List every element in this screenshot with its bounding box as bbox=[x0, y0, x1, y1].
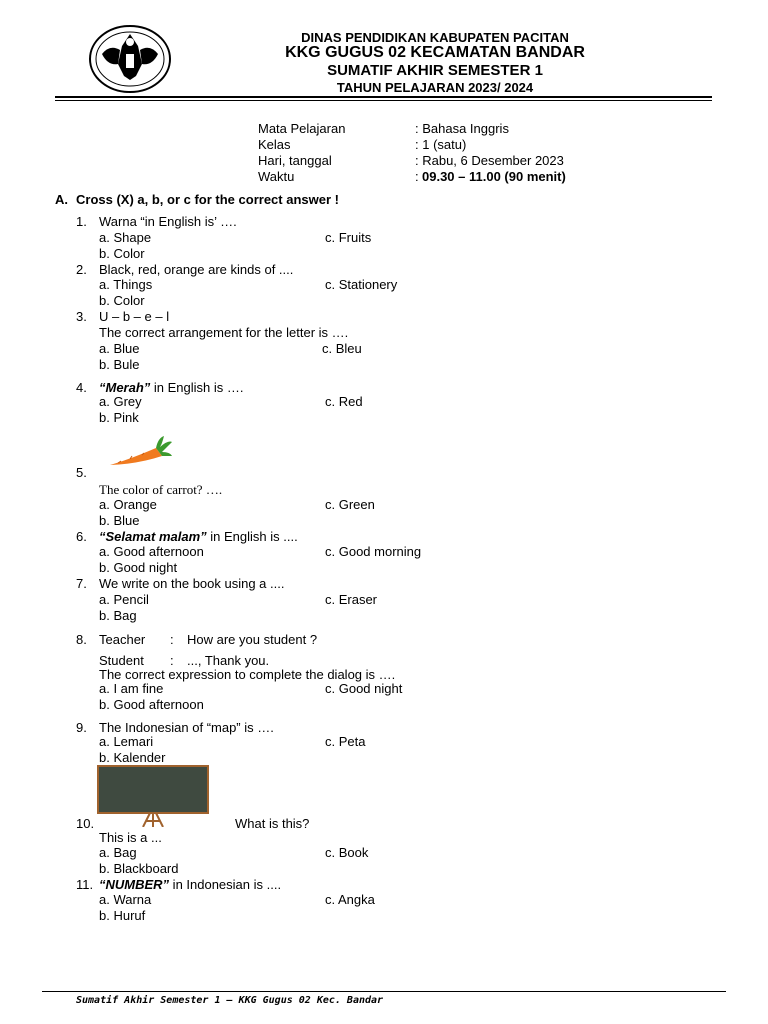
info-date-value: : Rabu, 6 Desember 2023 bbox=[415, 153, 564, 168]
option-a[interactable]: a. Warna bbox=[99, 892, 152, 907]
question-number: 7. bbox=[76, 576, 87, 591]
option-a[interactable]: a. Bag bbox=[99, 845, 137, 860]
footer-rule bbox=[42, 991, 726, 992]
question-text: We write on the book using a .... bbox=[99, 576, 285, 591]
option-b[interactable]: b. Good afternoon bbox=[99, 697, 204, 712]
dialog-teacher-text: How are you student ? bbox=[187, 632, 318, 647]
question-number: 6. bbox=[76, 529, 87, 544]
option-b[interactable]: b. Blackboard bbox=[99, 861, 179, 876]
option-c[interactable]: c. Angka bbox=[325, 892, 375, 907]
info-time-colon: : bbox=[415, 169, 419, 184]
question-text: What is this? bbox=[235, 816, 310, 831]
question-number: 3. bbox=[76, 309, 87, 324]
header-rule-thin bbox=[55, 100, 712, 101]
question-number: 1. bbox=[76, 214, 87, 229]
info-subject-value: : Bahasa Inggris bbox=[415, 121, 509, 136]
option-b[interactable]: b. Color bbox=[99, 246, 145, 261]
option-a[interactable]: a. Shape bbox=[99, 230, 152, 245]
question-text: Black, red, orange are kinds of .... bbox=[99, 262, 294, 277]
option-b[interactable]: b. Good night bbox=[99, 560, 178, 575]
info-class-label: Kelas bbox=[258, 137, 291, 152]
header-group: KKG GUGUS 02 KECAMATAN BANDAR bbox=[285, 44, 585, 61]
option-b[interactable]: b. Pink bbox=[99, 410, 139, 425]
option-c[interactable]: c. Good night bbox=[325, 681, 403, 696]
question-text-rest: in English is .... bbox=[206, 529, 298, 544]
question-number: 10. bbox=[76, 816, 95, 831]
header-rule bbox=[55, 96, 712, 98]
option-b[interactable]: b. Bag bbox=[99, 608, 137, 623]
dialog-student-text: ..., Thank you. bbox=[187, 653, 270, 668]
option-b[interactable]: b. Huruf bbox=[99, 908, 146, 923]
school-logo bbox=[88, 24, 172, 94]
option-c[interactable]: c. Eraser bbox=[325, 592, 378, 607]
question-subtext: This is a ... bbox=[99, 830, 162, 845]
question-text: Warna “in English is’ …. bbox=[99, 214, 237, 229]
question-number: 4. bbox=[76, 380, 87, 395]
option-c[interactable]: c. Bleu bbox=[322, 341, 362, 356]
option-a[interactable]: a. Grey bbox=[99, 394, 142, 409]
blackboard-image bbox=[97, 765, 209, 827]
dialog-student-colon: : bbox=[170, 653, 174, 668]
question-number: 8. bbox=[76, 632, 87, 647]
section-instruction: Cross (X) a, b, or c for the correct answer ! bbox=[76, 192, 339, 207]
option-a[interactable]: a. Lemari bbox=[99, 734, 154, 749]
header-agency: DINAS PENDIDIKAN KABUPATEN PACITAN bbox=[301, 30, 569, 45]
question-text bbox=[99, 529, 298, 545]
question-keyword: “NUMBER” bbox=[99, 877, 170, 892]
option-c[interactable]: c. Peta bbox=[325, 734, 366, 749]
question-text: U – b – e – l bbox=[99, 309, 170, 324]
option-a[interactable]: a. Good afternoon bbox=[99, 544, 204, 559]
option-a[interactable]: a. Orange bbox=[99, 497, 157, 512]
question-text bbox=[99, 877, 281, 893]
option-b[interactable]: b. Blue bbox=[99, 513, 140, 528]
option-c[interactable]: c. Green bbox=[325, 497, 375, 512]
dialog-teacher-colon: : bbox=[170, 632, 174, 647]
option-c[interactable]: c. Fruits bbox=[325, 230, 372, 245]
option-a[interactable]: a. Blue bbox=[99, 341, 140, 356]
question-text-rest: in English is …. bbox=[150, 380, 244, 395]
info-subject-label: Mata Pelajaran bbox=[258, 121, 346, 136]
info-date-label: Hari, tanggal bbox=[258, 153, 332, 168]
dialog-student-label: Student bbox=[99, 653, 144, 668]
info-class-value: : 1 (satu) bbox=[415, 137, 467, 152]
option-b[interactable]: b. Kalender bbox=[99, 750, 166, 765]
question-keyword: “Selamat malam” bbox=[99, 529, 207, 544]
option-c[interactable]: c. Stationery bbox=[325, 277, 398, 292]
section-letter: A. bbox=[55, 192, 68, 207]
info-time-value: 09.30 – 11.00 (90 menit) bbox=[422, 169, 566, 184]
question-number: 9. bbox=[76, 720, 87, 735]
question-text: The color of carrot? …. bbox=[99, 482, 223, 497]
option-c[interactable]: c. Red bbox=[325, 394, 363, 409]
option-a[interactable]: a. Things bbox=[99, 277, 153, 292]
question-number: 11. bbox=[76, 877, 94, 892]
dialog-teacher-label: Teacher bbox=[99, 632, 146, 647]
question-subtext: The correct expression to complete the dialog is …. bbox=[99, 667, 396, 682]
question-number: 2. bbox=[76, 262, 87, 277]
question-keyword: “Merah” bbox=[99, 380, 151, 395]
option-c[interactable]: c. Book bbox=[325, 845, 369, 860]
question-text: The Indonesian of “map” is …. bbox=[99, 720, 274, 735]
option-b[interactable]: b. Bule bbox=[99, 357, 140, 372]
option-c[interactable]: c. Good morning bbox=[325, 544, 422, 559]
header-academic-year: TAHUN PELAJARAN 2023/ 2024 bbox=[336, 80, 534, 95]
question-text-rest: in Indonesian is .... bbox=[169, 877, 282, 892]
question-subtext: The correct arrangement for the letter is …. bbox=[99, 325, 349, 340]
option-a[interactable]: a. I am fine bbox=[99, 681, 164, 696]
carrot-image bbox=[108, 434, 174, 468]
info-time-label: Waktu bbox=[258, 169, 295, 184]
header-exam-title: SUMATIF AKHIR SEMESTER 1 bbox=[327, 62, 543, 79]
question-number: 5. bbox=[76, 465, 87, 480]
footer-text: Sumatif Akhir Semester 1 – KKG Gugus 02 Kec. Bandar bbox=[76, 995, 384, 1006]
option-b[interactable]: b. Color bbox=[99, 293, 145, 308]
option-a[interactable]: a. Pencil bbox=[99, 592, 149, 607]
